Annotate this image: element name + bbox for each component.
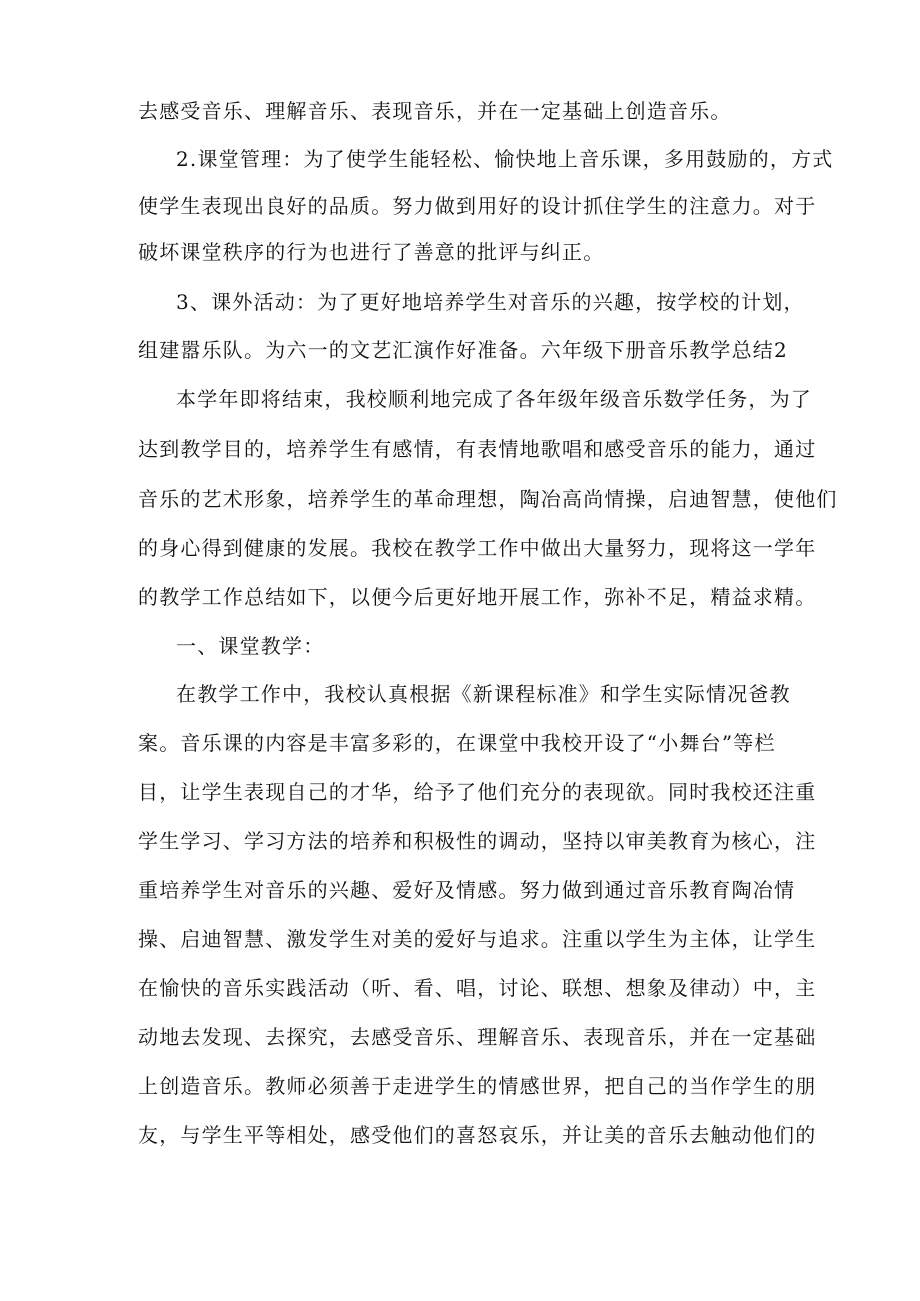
text-line: 操、启迪智慧、激发学生对美的爱好与追求。注重以学生为主体，让学生 [138, 927, 817, 951]
text-line: 3、课外活动：为了更好地培养学生对音乐的兴趣，按学校的计划， [176, 290, 805, 314]
text-line: 组建嚣乐队。为六一的文艺汇演作好准备。六年级下册音乐教学总结2 [138, 338, 788, 362]
text-line: 重培养学生对音乐的兴趣、爱好及情感。努力做到通过音乐教育陶冶情 [138, 878, 796, 902]
text-line: 在教学工作中，我校认真根据《新课程标准》和学生实际情况爸教 [176, 682, 791, 706]
text-line: 本学年即将结束，我校顺利地完成了各年级年级音乐数学任务，为了 [176, 387, 812, 411]
text-line: 学生学习、学习方法的培养和积极性的调动，坚持以审美教育为核心，注 [138, 829, 817, 853]
text-line: 音乐的艺术形象，培养学生的革命理想，陶冶高尚情操，启迪智慧，使他们 [138, 487, 838, 511]
section-heading: 一、课堂教学： [176, 634, 325, 658]
text-line: 案。音乐课的内容是丰富多彩的，在课堂中我校开设了“小舞台”等栏 [138, 731, 776, 755]
text-line: 动地去发现、去探究，去感受音乐、理解音乐、表现音乐，并在一定基础 [138, 1025, 817, 1049]
text-line: 达到教学目的，培养学生有感情，有表情地歌唱和感受音乐的能力，通过 [138, 437, 817, 461]
text-line: 的教学工作总结如下，以便今后更好地开展工作，弥补不足，精益求精。 [138, 585, 817, 609]
text-line: 使学生表现出良好的品质。努力做到用好的设计抓住学生的注意力。对于 [138, 194, 817, 218]
text-line: 破坏课堂秩序的行为也进行了善意的批评与纠正。 [138, 240, 605, 264]
text-line: 目，让学生表现自己的才华，给予了他们充分的表现欲。同时我校还注重 [138, 780, 817, 804]
text-line: 去感受音乐、理解音乐、表现音乐，并在一定基础上创造音乐。 [138, 99, 732, 123]
text-line: 2.课堂管理：为了使学生能轻松、愉快地上音乐课，多用鼓励的，方式 [176, 147, 834, 171]
text-line: 友，与学生平等相处，感受他们的喜怒哀乐，并让美的音乐去触动他们的 [138, 1123, 817, 1147]
text-line: 的身心得到健康的发展。我校在教学工作中做出大量努力，现将这一学年 [138, 536, 817, 560]
text-line: 上创造音乐。教师必须善于走进学生的情感世界，把自己的当作学生的朋 [138, 1074, 817, 1098]
text-line: 在愉快的音乐实践活动（听、看、唱，讨论、联想、想象及律动）中，主 [138, 976, 817, 1000]
